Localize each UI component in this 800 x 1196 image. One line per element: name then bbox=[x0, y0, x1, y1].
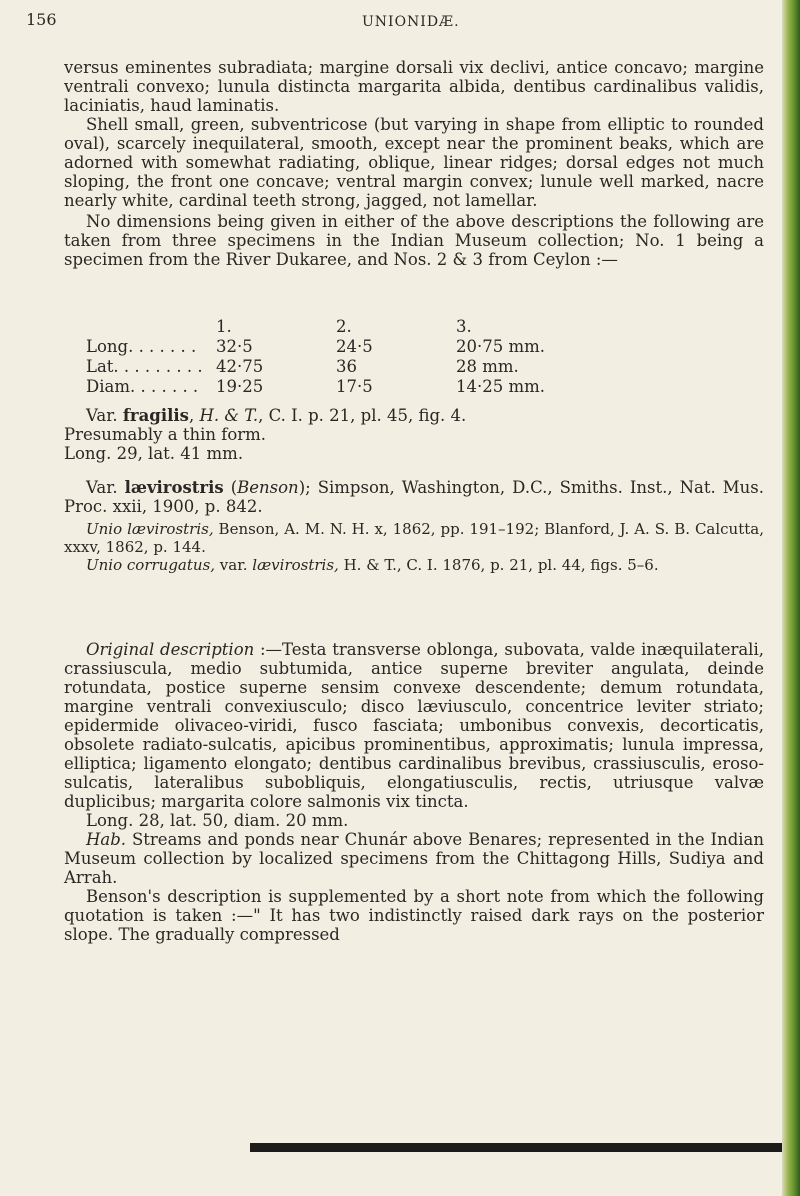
authority: Benson bbox=[237, 478, 299, 497]
var-fragilis: Var. fragilis, H. & T., C. I. p. 21, pl. 45, fig. 4. Presumably a thin form. Long. 29, lat. 41 mm. bbox=[64, 406, 467, 463]
var-laevirostris: Var. lævirostris (Benson); Simpson, Washington, D.C., Smiths. Inst., Nat. Mus. Proc. xxii, 1900, p. 842. Unio lævirostris, Benson, A. M. N. H. x, 1862, pp. 191–192; Blanford, J. A. S. B. Calcutta, xxxv, 1862, p. 144. Unio corrugatus, var. lævirostris, H. & T., C. I. 1876, p. 21, pl. 44, figs. 5–6. bbox=[64, 478, 765, 574]
authority: H. & T. bbox=[199, 406, 259, 425]
english-description: Shell small, green, subventricose (but varying in shape from elliptic to rounded oval), scarcely inequilateral, smooth, except near the prominent beaks, which are adorned with somewhat radiating, oblique, linear ridges; dorsal edges not much sloping, the front one concave; ventral margin convex; lunule well marked, nacre nearly white, cardinal teeth strong, jagged, not lamellar. bbox=[64, 115, 764, 210]
closing-paragraph: Benson's description is supplemented by a short note from which the following quotation is taken :—" It has two indistinctly raised dark rays on the posterior slope. The gradually compressed bbox=[64, 887, 764, 944]
variety-name: lævirostris bbox=[124, 478, 224, 497]
dimensions-table bbox=[64, 317, 576, 397]
synonym-entry: Unio corrugatus, var. lævirostris, H. & T., C. I. 1876, p. 21, pl. 44, figs. 5–6. bbox=[86, 556, 659, 574]
running-title: UNIONIDÆ. bbox=[362, 14, 460, 30]
page-edge-shadow bbox=[782, 0, 800, 1196]
table-row: Lat. . . . . . . . . 42·75 36 28 mm. bbox=[86, 357, 519, 376]
scan-border-bar bbox=[250, 1143, 782, 1152]
table-row: Diam. . . . . . . 19·25 17·5 14·25 mm. bbox=[86, 377, 546, 396]
variety-name: fragilis bbox=[122, 406, 189, 425]
page-number: 156 bbox=[26, 10, 57, 29]
synonym-entry: Unio lævirostris, Benson, A. M. N. H. x, 1862, pp. 191–192; Blanford, J. A. S. B. Calcutta, xxxv, 1862, p. 144. bbox=[64, 520, 764, 556]
column-header: 3. bbox=[456, 317, 472, 336]
table-header-row bbox=[64, 317, 576, 337]
measurements: Long. 28, lat. 50, diam. 20 mm. bbox=[86, 811, 349, 830]
table-row: Long. . . . . . . 32·5 24·5 20·75 mm. bbox=[86, 337, 546, 356]
dimensions-intro: No dimensions being given in either of the above descriptions the following are taken from three specimens in the Indian Museum collection; No. 1 being a specimen from the River Dukaree, and Nos. 2 & 3 from Ceylon :— bbox=[64, 212, 764, 269]
column-header: 1. bbox=[216, 317, 232, 336]
habitat: Hab. Streams and ponds near Chunár above Benares; represented in the Indian Museum collection by localized specimens from the Chittagong Hills, Sudiya and Arrah. bbox=[64, 830, 764, 887]
column-header: 2. bbox=[336, 317, 352, 336]
original-description: Original description :—Testa transverse oblonga, subovata, valde inæquilaterali, crassiuscula, medio subtumida, antice superne breviter angulata, deinde rotundata, postice superne sensim convexe descendente; demum rotundata, margine ventrali convexiusculo; disco læviusculo, concentrice leviter striato; epidermide olivaceo-viridi, fusco fasciata; umbonibus convexis, decorticatis, obsolete radiato-sulcatis, apicibus prominentibus, approximatis; lunula impressa, elliptica; ligamento elongato; dentibus cardinalibus brevibus, crassiusculis, eroso-sulcatis, lateralibus subobliquis, elongatiusculis, rectis, utriusque valvæ duplicibus; margarita colore salmonis vix tincta. Long. 28, lat. 50, diam. 20 mm. Hab. Streams and ponds near Chunár above Benares; represented in the Indian Museum collection by localized specimens from the Chittagong Hills, Sudiya and Arrah. Benson's description is supplemented by a short note from which the following quotation is taken :—" It has two indistinctly raised dark rays on the posterior slope. The gradually compressed bbox=[64, 640, 764, 944]
latin-description-end: versus eminentes subradiata; margine dorsali vix declivi, antice concavo; margine ventrali convexo; lunula distincta margarita albida, dentibus cardinalibus validis, laciniatis, haud laminatis. Shell small, green, subventricose (but varying in shape from elliptic to rounded oval), scarcely inequilateral, smooth, except near the prominent beaks, which are adorned with somewhat radiating, oblique, linear ridges; dorsal edges not much sloping, the front one concave; ventral margin convex; lunule well marked, nacre nearly white, cardinal teeth strong, jagged, not lamellar. No dimensions being given in either of the above descriptions the following are taken from three specimens in the Indian Museum collection; No. 1 being a specimen from the River Dukaree, and Nos. 2 & 3 from Ceylon :— bbox=[64, 58, 764, 269]
